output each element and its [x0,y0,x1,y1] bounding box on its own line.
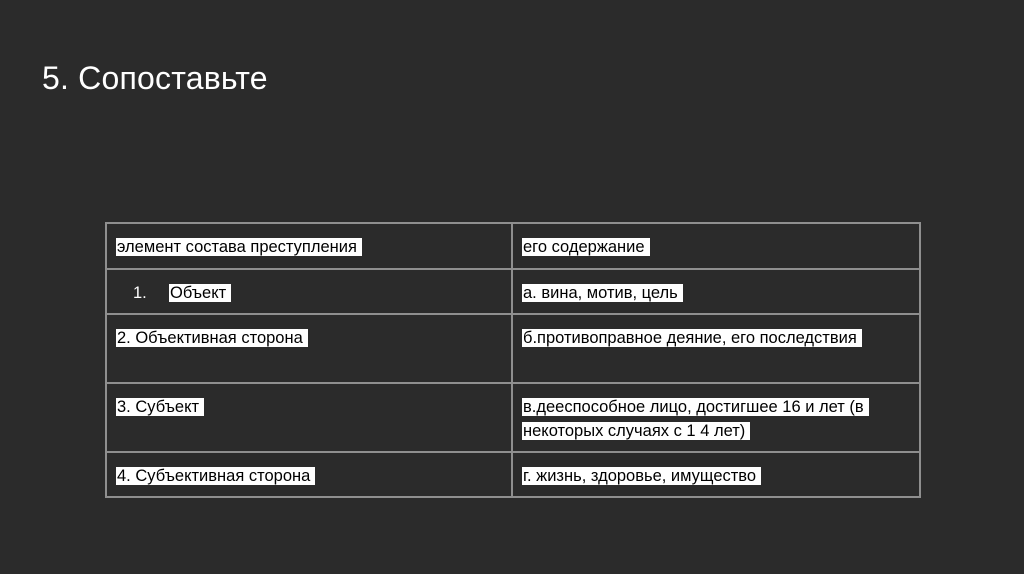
element-label: 2. Объективная сторона [116,329,308,347]
matching-table [105,222,921,498]
header-content-label: его содержание [522,238,650,256]
table-header-row [106,223,920,269]
list-number: 1. [133,284,147,302]
table-cell-element [106,269,512,314]
table-row [106,269,920,314]
table-cell-element [106,452,512,497]
table-cell-content [512,383,920,452]
table-cell-element [106,314,512,383]
element-label: 4. Субъективная сторона [116,467,315,485]
element-label: 3. Субъект [116,398,204,416]
table-cell-element [106,383,512,452]
table-cell-content [512,269,920,314]
table-row [106,452,920,497]
header-cell-element [106,223,512,269]
content-label: г. жизнь, здоровье, имущество [522,467,761,485]
table-cell-content [512,314,920,383]
table-row [106,383,920,452]
table-cell-content [512,452,920,497]
content-label: б.противоправное деяние, его последствия [522,329,862,347]
header-element-label: элемент состава преступления [116,238,362,256]
header-cell-content [512,223,920,269]
table-row [106,314,920,383]
element-label: Объект [169,284,231,302]
slide-title: 5. Сопоставьте [42,60,268,96]
content-label: а. вина, мотив, цель [522,284,683,302]
content-label: в.дееспособное лицо, достигшее 16 и лет (в некоторых случаях с 1 4 лет) [522,398,869,440]
